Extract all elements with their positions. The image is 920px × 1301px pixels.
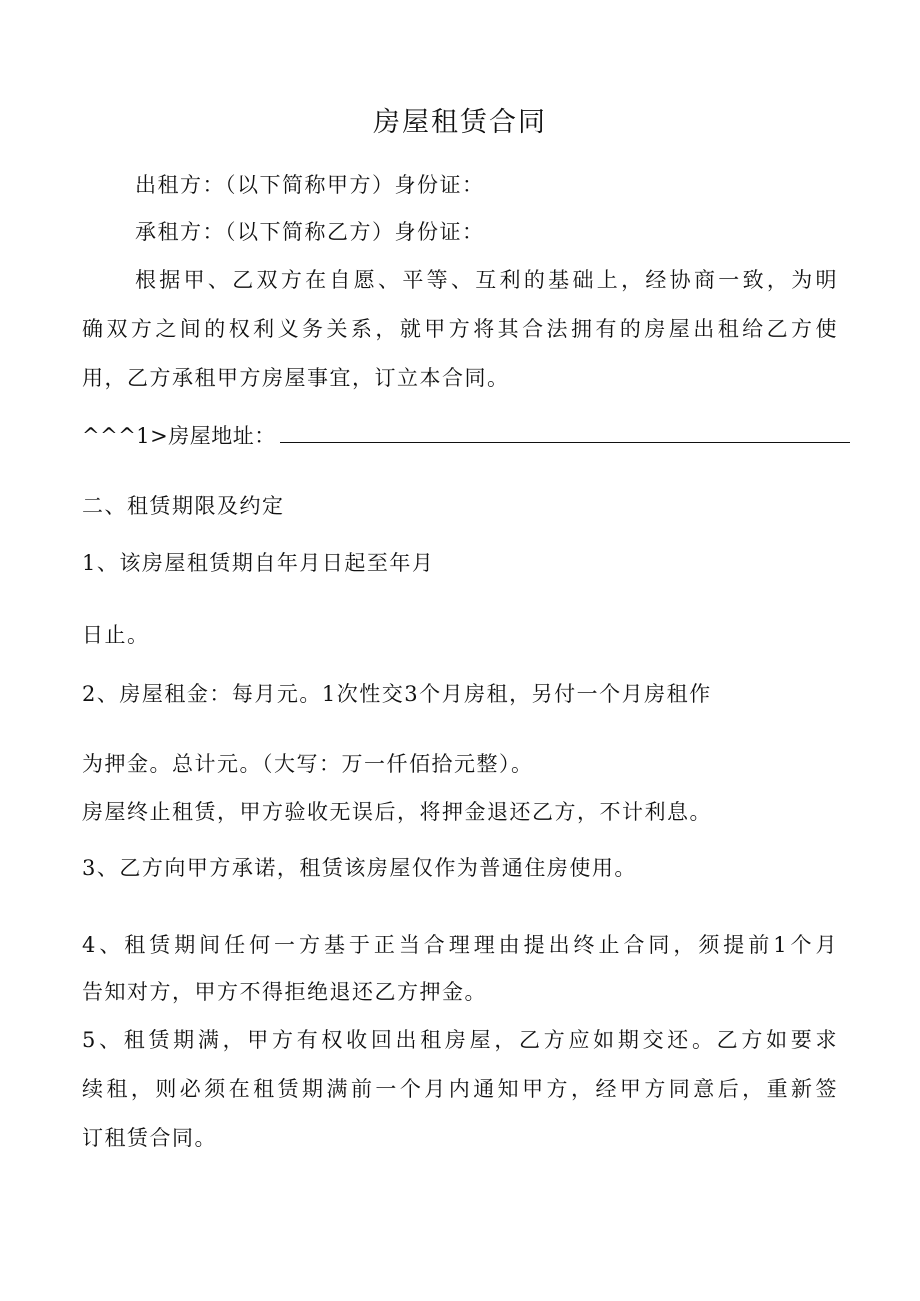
clause-3: 3、乙方向甲方承诺，租赁该房屋仅作为普通住房使用。	[82, 856, 637, 880]
clause-4-line-1: 4、租赁期间任何一方基于正当合理理由提出终止合同，须提前1个月	[82, 933, 838, 957]
clause-1-line-1: 1、该房屋租赁期自年月日起至年月	[82, 551, 435, 575]
address-line	[82, 421, 850, 451]
clause-4-line-2: 告知对方，甲方不得拒绝退还乙方押金。	[82, 980, 487, 1004]
address-label: ^^^1>房屋地址：	[82, 424, 276, 448]
address-blank-field	[280, 426, 850, 443]
preamble-line-3: 用，乙方承租甲方房屋事宜，订立本合同。	[82, 366, 510, 390]
lessor-line: 出租方：（以下简称甲方）身份证：	[135, 173, 485, 197]
clause-5-line-1: 5、租赁期满，甲方有权收回出租房屋，乙方应如期交还。乙方如要求	[82, 1028, 838, 1052]
preamble-line-2: 确双方之间的权利义务关系，就甲方将其合法拥有的房屋出租给乙方使	[82, 317, 838, 341]
clause-5-line-3: 订租赁合同。	[82, 1126, 217, 1150]
clause-1-line-2: 日止。	[82, 623, 150, 647]
preamble-line-1: 根据甲、乙双方在自愿、平等、互利的基础上，经协商一致，为明	[135, 268, 838, 292]
clause-2-line-3: 房屋终止租赁，甲方验收无误后，将押金退还乙方，不计利息。	[82, 800, 712, 824]
lessee-line: 承租方：（以下简称乙方）身份证：	[135, 220, 485, 244]
clause-2-line-2: 为押金。总计元。（大写：万一仟佰拾元整）。	[82, 752, 534, 776]
document-title: 房屋租赁合同	[373, 107, 547, 138]
clause-5-line-2: 续租，则必须在租赁期满前一个月内通知甲方，经甲方同意后，重新签	[82, 1077, 838, 1101]
clause-2-line-1: 2、房屋租金：每月元。1次性交3个月房租，另付一个月房租作	[82, 682, 712, 706]
section-2-heading: 二、租赁期限及约定	[82, 494, 285, 518]
